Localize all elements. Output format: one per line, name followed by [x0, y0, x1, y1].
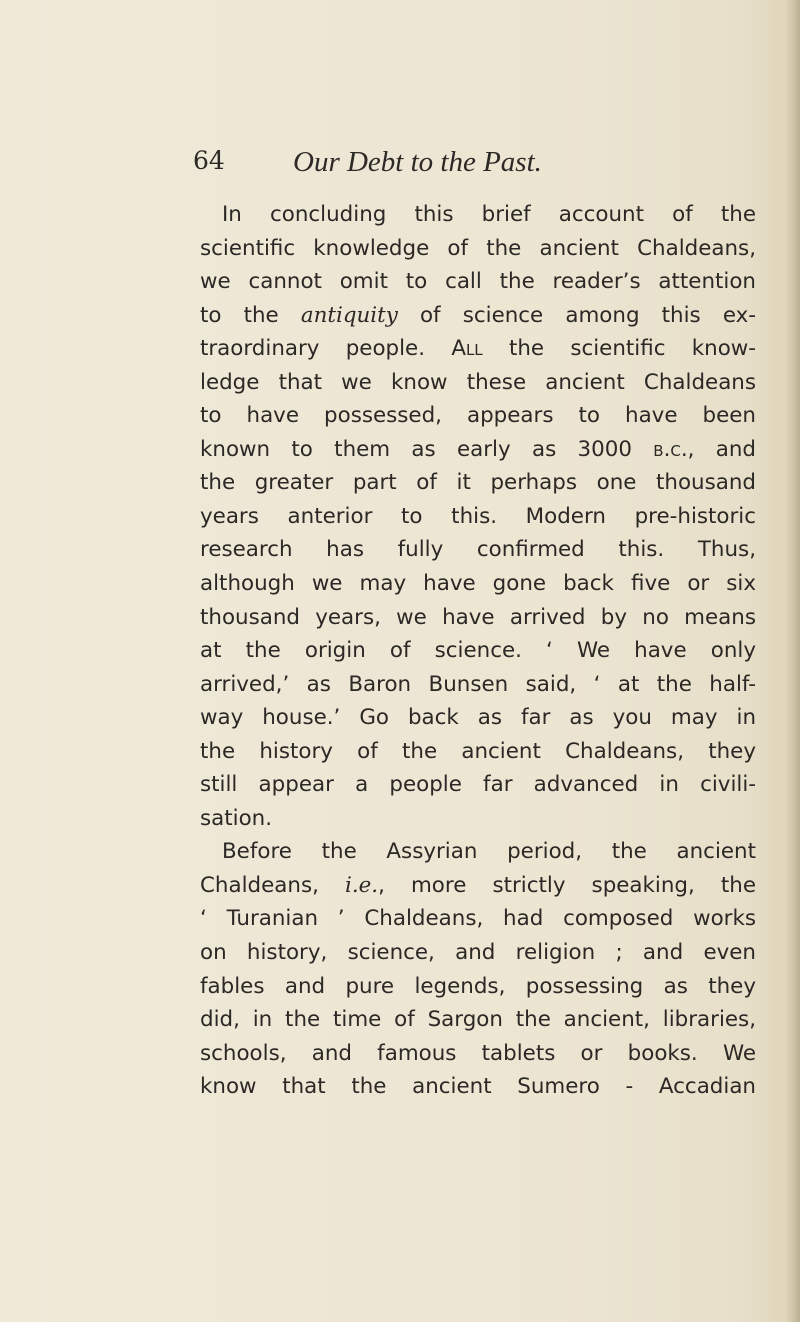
- text-line: years anterior to this. Modern pre-historic: [200, 503, 756, 529]
- text-line: sation.: [200, 805, 273, 831]
- text-line: know that the ancient Sumero - Accadian: [200, 1074, 756, 1100]
- text-line: ‘ Turanian ’ Chaldeans, had composed works: [200, 906, 756, 932]
- text-line: traordinary people. All the scientific know-: [200, 336, 756, 362]
- text-line: Before the Assyrian period, the ancient: [222, 839, 756, 865]
- text-line: we cannot omit to call the reader’s attention: [200, 269, 756, 295]
- text-line: way house.’ Go back as far as you may in: [200, 705, 756, 731]
- text-line: In concluding this brief account of the: [222, 202, 756, 227]
- text-line: on history, science, and religion ; and even: [200, 940, 756, 966]
- text-line: did, in the time of Sargon the ancient, libraries,: [200, 1007, 756, 1033]
- text-line: to the antiquity of science among this ex-: [200, 302, 756, 328]
- page-edge-shadow: [786, 0, 800, 1322]
- page-number: 64: [193, 146, 225, 175]
- text-line: fables and pure legends, possessing as they: [200, 973, 756, 999]
- text-line: schools, and famous tablets or books. We: [200, 1040, 756, 1066]
- small-caps-abbreviation: b.c.: [653, 436, 688, 462]
- body-text: [200, 198, 756, 1104]
- running-head: [193, 146, 753, 186]
- text-line: although we may have gone back five or six: [200, 571, 756, 597]
- text-line: thousand years, we have arrived by no means: [200, 604, 756, 630]
- text-line: the history of the ancient Chaldeans, they: [200, 738, 756, 764]
- text-line: at the origin of science. ‘ We have only: [200, 638, 756, 664]
- text-line: research has fully confirmed this. Thus,: [200, 537, 756, 563]
- text-line: scientific knowledge of the ancient Chaldeans,: [200, 235, 756, 261]
- italic-emphasis: i.e.: [344, 872, 379, 898]
- text-line: Chaldeans, i.e., more strictly speaking, the: [200, 872, 756, 898]
- text-line: ledge that we know these ancient Chaldeans: [200, 369, 756, 395]
- text-line: to have possessed, appears to have been: [200, 403, 756, 429]
- running-title: Our Debt to the Past.: [293, 146, 542, 178]
- small-caps-emphasis: All: [451, 336, 483, 362]
- text-line: the greater part of it perhaps one thousand: [200, 470, 756, 496]
- text-line: known to them as early as 3000 b.c., and: [200, 436, 756, 462]
- text-line: still appear a people far advanced in civili-: [200, 772, 756, 798]
- italic-emphasis: antiquity: [300, 302, 398, 328]
- text-line: arrived,’ as Baron Bunsen said, ‘ at the half-: [200, 671, 756, 697]
